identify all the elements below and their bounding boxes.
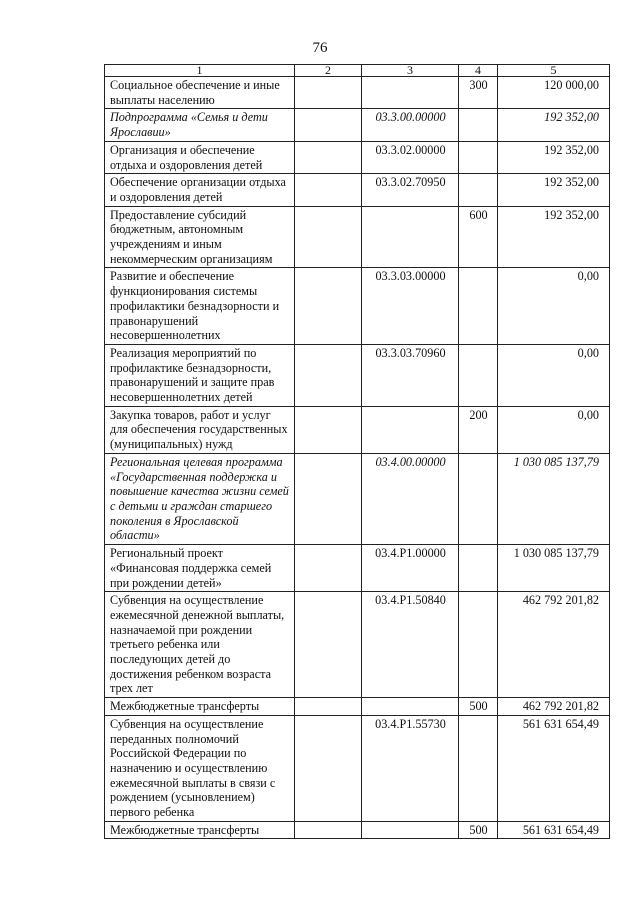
row-name-cell: Реализация мероприятий по профилактике безнадзорности, правонарушений и защите прав несовершеннолетних детей [105, 344, 295, 406]
table-row [105, 109, 610, 141]
row-code-cell: 03.3.03.00000 [362, 268, 459, 345]
row-code-cell: 03.3.03.70960 [362, 344, 459, 406]
row-type-cell [459, 141, 498, 173]
row-amount-cell: 561 631 654,49 [498, 715, 610, 821]
row-name-cell: Закупка товаров, работ и услуг для обеспечения государственных (муниципальных) нужд [105, 406, 295, 453]
row-name-cell: Субвенция на осуществление переданных полномочий Российской Федерации по назначению и осуществлению ежемесячной выплаты в связи с рождением (усыновлением) первого ребенка [105, 715, 295, 821]
row-code-cell: 03.3.02.00000 [362, 141, 459, 173]
table-row [105, 77, 610, 109]
row-type-cell [459, 715, 498, 821]
row-name-cell: Межбюджетные трансферты [105, 698, 295, 716]
row-code-cell [362, 206, 459, 268]
row-type-cell [459, 344, 498, 406]
row-code-cell [362, 698, 459, 716]
row-col2-cell [295, 109, 362, 141]
header-cell-4: 4 [459, 65, 498, 77]
table-row [105, 545, 610, 592]
row-type-cell [459, 174, 498, 206]
row-amount-cell: 0,00 [498, 344, 610, 406]
row-col2-cell [295, 821, 362, 839]
table-header-row [105, 65, 610, 77]
row-col2-cell [295, 344, 362, 406]
row-amount-cell: 561 631 654,49 [498, 821, 610, 839]
row-code-cell: 03.3.00.00000 [362, 109, 459, 141]
table-row [105, 406, 610, 453]
row-code-cell [362, 406, 459, 453]
row-col2-cell [295, 545, 362, 592]
row-code-cell: 03.4.P1.00000 [362, 545, 459, 592]
row-name-cell: Развитие и обеспечение функционирования системы профилактики безнадзорности и правонарушений несовершеннолетних [105, 268, 295, 345]
row-col2-cell [295, 715, 362, 821]
row-col2-cell [295, 77, 362, 109]
row-name-cell: Межбюджетные трансферты [105, 821, 295, 839]
row-amount-cell: 192 352,00 [498, 174, 610, 206]
row-amount-cell: 1 030 085 137,79 [498, 453, 610, 544]
row-code-cell: 03.4.P1.50840 [362, 592, 459, 698]
row-amount-cell: 0,00 [498, 268, 610, 345]
row-name-cell: Социальное обеспечение и иные выплаты населению [105, 77, 295, 109]
table-row [105, 715, 610, 821]
row-name-cell: Обеспечение организации отдыха и оздоровления детей [105, 174, 295, 206]
table-row [105, 592, 610, 698]
table-row [105, 698, 610, 716]
row-amount-cell: 192 352,00 [498, 206, 610, 268]
row-code-cell: 03.3.02.70950 [362, 174, 459, 206]
row-col2-cell [295, 406, 362, 453]
row-type-cell [459, 109, 498, 141]
row-type-cell: 300 [459, 77, 498, 109]
budget-table [104, 64, 610, 839]
row-code-cell: 03.4.00.00000 [362, 453, 459, 544]
row-name-cell: Региональный проект «Финансовая поддержка семей при рождении детей» [105, 545, 295, 592]
header-cell-2: 2 [295, 65, 362, 77]
table-row [105, 174, 610, 206]
row-type-cell: 500 [459, 698, 498, 716]
row-type-cell: 500 [459, 821, 498, 839]
row-name-cell: Организация и обеспечение отдыха и оздоровления детей [105, 141, 295, 173]
table-body [105, 65, 610, 839]
row-type-cell [459, 592, 498, 698]
row-name-cell: Предоставление субсидий бюджетным, автономным учреждениям и иным некоммерческим организациям [105, 206, 295, 268]
row-type-cell [459, 453, 498, 544]
row-col2-cell [295, 592, 362, 698]
table-row [105, 206, 610, 268]
header-cell-5: 5 [498, 65, 610, 77]
row-amount-cell: 462 792 201,82 [498, 592, 610, 698]
row-amount-cell: 192 352,00 [498, 109, 610, 141]
row-type-cell: 600 [459, 206, 498, 268]
header-cell-1: 1 [105, 65, 295, 77]
table-row [105, 453, 610, 544]
row-code-cell [362, 821, 459, 839]
table-row [105, 268, 610, 345]
table-row [105, 141, 610, 173]
row-amount-cell: 1 030 085 137,79 [498, 545, 610, 592]
row-name-cell: Региональная целевая программа «Государственная поддержка и повышение качества жизни семей с детьми и граждан старшего поколения в Ярославской области» [105, 453, 295, 544]
row-code-cell [362, 77, 459, 109]
row-amount-cell: 120 000,00 [498, 77, 610, 109]
row-col2-cell [295, 141, 362, 173]
page-number: 76 [312, 40, 328, 56]
row-col2-cell [295, 698, 362, 716]
row-col2-cell [295, 268, 362, 345]
row-amount-cell: 192 352,00 [498, 141, 610, 173]
row-name-cell: Субвенция на осуществление ежемесячной денежной выплаты, назначаемой при рождении третьего ребенка или последующих детей до достижения ребенком возраста трех лет [105, 592, 295, 698]
row-amount-cell: 462 792 201,82 [498, 698, 610, 716]
table-row [105, 821, 610, 839]
table-row [105, 344, 610, 406]
row-col2-cell [295, 453, 362, 544]
row-type-cell [459, 545, 498, 592]
row-type-cell: 200 [459, 406, 498, 453]
row-type-cell [459, 268, 498, 345]
row-col2-cell [295, 174, 362, 206]
header-cell-3: 3 [362, 65, 459, 77]
row-code-cell: 03.4.P1.55730 [362, 715, 459, 821]
row-name-cell: Подпрограмма «Семья и дети Ярославии» [105, 109, 295, 141]
row-amount-cell: 0,00 [498, 406, 610, 453]
row-col2-cell [295, 206, 362, 268]
